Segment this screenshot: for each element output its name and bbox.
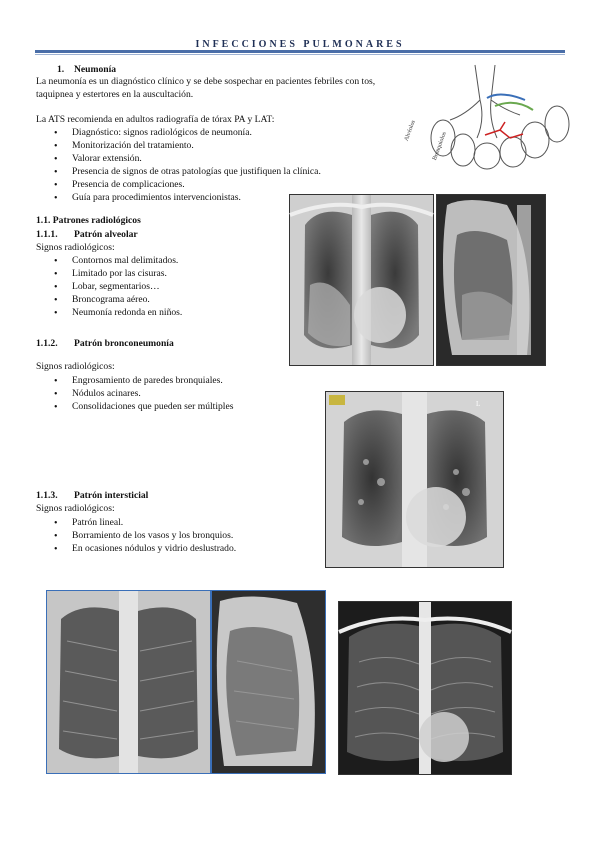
chest-xray-lateral-interstitial xyxy=(211,590,326,774)
list-item: • Presencia de complicaciones. xyxy=(72,179,372,192)
diagram-label-2: Alvéolos xyxy=(403,119,417,142)
ats-list xyxy=(72,127,372,205)
chest-xray-bronchopneumonia xyxy=(325,391,504,568)
signs-label: Signos radiológicos: xyxy=(36,242,115,253)
section-1-1-1-number: 1.1.1. xyxy=(36,229,58,240)
xray-side-marker: L xyxy=(476,400,481,408)
section-1-number: 1. xyxy=(57,64,65,75)
list-item: • Monitorización del tratamiento. xyxy=(72,140,372,153)
diagram-label-1: Bronquiolos xyxy=(431,131,448,162)
list-item: • En ocasiones nódulos y vidrio deslustrado. xyxy=(72,543,302,556)
list-item: • Guía para procedimientos intervencionistas. xyxy=(72,192,372,205)
chest-xray-pa-interstitial xyxy=(46,590,211,774)
list-item: • Borramiento de los vasos y los bronquios. xyxy=(72,530,302,543)
list-item: • Lobar, segmentarios… xyxy=(72,281,292,294)
section-1-1-1-heading: Patrón alveolar xyxy=(74,229,138,240)
intro-line-1: La neumonía es un diagnóstico clínico y se debe sospechar en pacientes febriles con tos, xyxy=(36,76,376,87)
section-1-1-2-heading: Patrón bronconeumonía xyxy=(74,338,174,349)
header-rule-thin xyxy=(35,54,565,55)
alveolar-signs-list xyxy=(72,255,292,320)
signs-label: Signos radiológicos: xyxy=(36,361,115,372)
section-1-1-2-number: 1.1.2. xyxy=(36,338,58,349)
section-1-1-3-heading: Patrón intersticial xyxy=(74,490,149,501)
bronchi-alveoli-diagram xyxy=(403,60,575,170)
chest-xray-pa-alveolar xyxy=(289,194,434,366)
list-item: • Diagnóstico: signos radiológicos de neumonía. xyxy=(72,127,372,140)
interstitial-signs-list xyxy=(72,517,302,556)
list-item: • Limitado por las cisuras. xyxy=(72,268,292,281)
list-item: • Engrosamiento de paredes bronquiales. xyxy=(72,375,302,388)
signs-label: Signos radiológicos: xyxy=(36,503,115,514)
ats-line: La ATS recomienda en adultos radiografía de tórax PA y LAT: xyxy=(36,114,275,125)
page-title: INFECCIONES PULMONARES xyxy=(195,39,405,50)
list-item: • Nódulos acinares. xyxy=(72,388,302,401)
section-1-heading: Neumonía xyxy=(74,64,117,75)
section-1-intro xyxy=(36,76,416,102)
section-1-1-3-number: 1.1.3. xyxy=(36,490,58,501)
bronchopneumonia-signs-list xyxy=(72,375,302,414)
chest-xray-pa-interstitial-2 xyxy=(338,601,512,775)
list-item: • Presencia de signos de otras patologías que justifiquen la clínica. xyxy=(72,166,372,179)
intro-line-2: taquipnea y estertores en la auscultación. xyxy=(36,88,194,100)
section-1-1-heading: 1.1. Patrones radiológicos xyxy=(36,215,141,226)
list-item: • Patrón lineal. xyxy=(72,517,302,530)
chest-xray-lateral-alveolar xyxy=(436,194,546,366)
list-item: • Neumonía redonda en niños. xyxy=(72,307,292,320)
list-item: • Consolidaciones que pueden ser múltiples xyxy=(72,401,302,414)
list-item: • Broncograma aéreo. xyxy=(72,294,292,307)
header-rule xyxy=(35,50,565,53)
list-item: • Valorar extensión. xyxy=(72,153,372,166)
list-item: • Contornos mal delimitados. xyxy=(72,255,292,268)
